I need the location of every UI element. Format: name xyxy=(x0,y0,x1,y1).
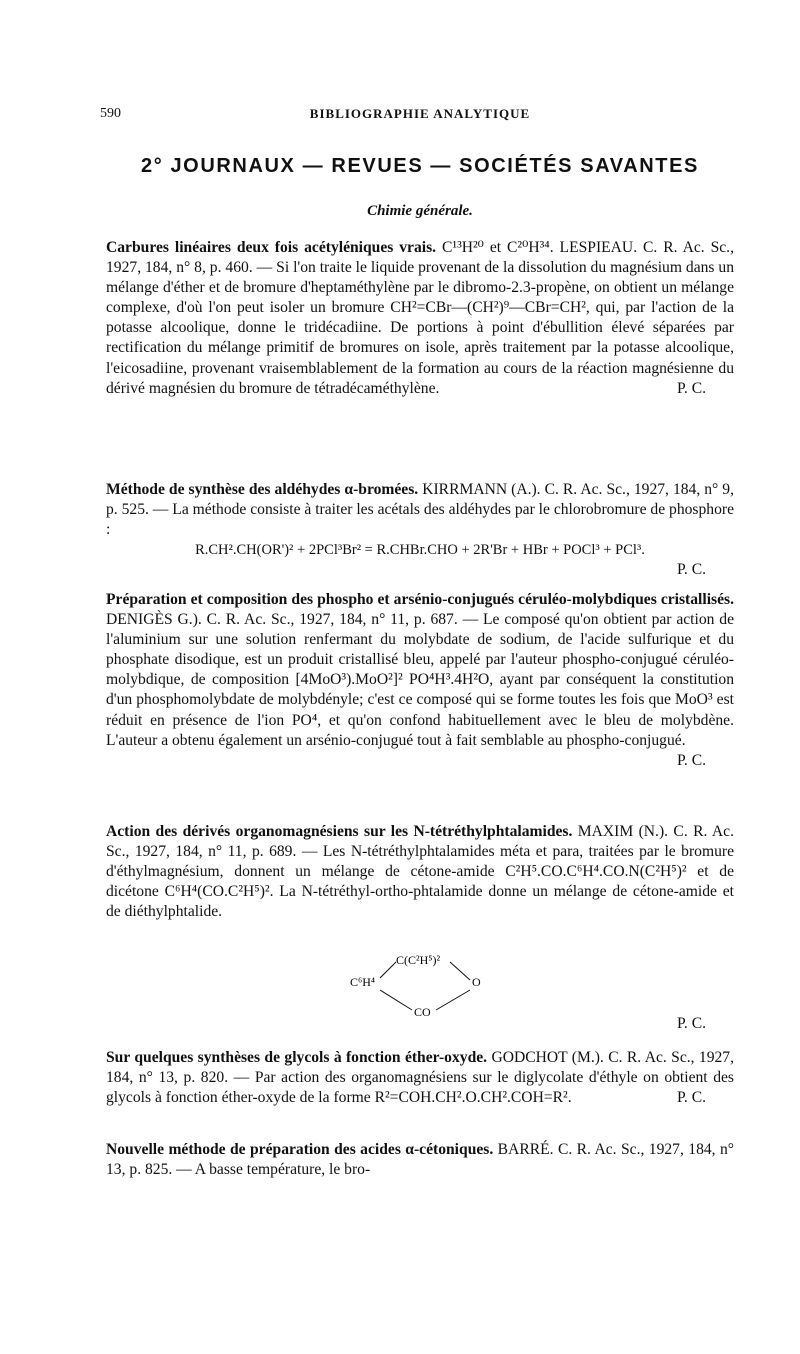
bond-line xyxy=(380,962,396,978)
page-number: 590 xyxy=(100,106,121,121)
bond-line xyxy=(436,990,470,1010)
diethylphthalide-structure xyxy=(340,950,500,1020)
abstract-body: GODCHOT (M.). C. R. Ac. Sc., 1927, 184, n° 13, p. 820. — Par action des organomagnésiens sur le diglycolate d'éthyle on obtient des glycols à fonction éther-oxyde de la forme R²=COH.CH².O.CH².COH=R². xyxy=(106,1049,734,1107)
abstract-title: Sur quelques synthèses de glycols à fonction éther-oxyde. xyxy=(106,1049,488,1066)
structure-right-atom: O xyxy=(472,975,481,989)
structure-bottom-group: CO xyxy=(414,1005,431,1019)
reaction-equation: R.CH².CH(OR')² + 2PCl³Br² = R.CHBr.CHO + 2R'Br + HBr + POCl³ + PCl³. xyxy=(195,542,645,559)
structure-diagram xyxy=(340,950,500,1020)
abstract-title: Carbures linéaires deux fois acétyléniques vrais. xyxy=(106,239,437,256)
abstract-body: KIRRMANN (A.). C. R. Ac. Sc., 1927, 184, n° 9, p. 525. — La méthode consiste à traiter les acétals des aldéhydes par le chlorobromure de phosphore : xyxy=(106,481,734,539)
abstract-body: MAXIM (N.). C. R. Ac. Sc., 1927, 184, n° 11, p. 689. — Les N-tétréthylphtalamides méta et para, traitées par le bromure d'éthylmagnésium, donnent un mélange de cétone-amide C²H⁵.CO.C⁶H⁴.CO.N(C²H⁵)² et de dicétone C⁶H⁴(CO.C²H⁵)². La N-tétréthyl-ortho-phtalamide donne un mélange de cétone-amide et de diéthylphtalide. xyxy=(106,823,734,921)
structure-left-group: C⁶H⁴ xyxy=(350,975,376,989)
abstract-signature: P. C. xyxy=(676,1015,706,1032)
bond-line xyxy=(380,990,412,1010)
abstract-body: DENIGÈS G.). C. R. Ac. Sc., 1927, 184, n° 11, p. 687. — Le composé qu'on obtient par action de l'aluminium sur une solution renfermant du molybdate de sodium, de l'acide sulfurique et du phosphate disodique, est un produit cristallisé bleu, appelé par l'auteur phospho-conjugué céruléo-molybdique, de composition [4MoO³).MoO²]² PO⁴H³.4H²O, ayant par conséquent la constitution d'un phosphomolybdate de molybdényle; c'est ce composé qui se forme toutes les fois que MoO³ est réduit en présence de l'ion PO⁴, et qu'on confond habituellement avec le bleu de molybdène. L'auteur a obtenu également un arsénio-conjugué tout à fait semblable au phospho-conjugué. xyxy=(106,611,734,749)
abstract-signature: P. C. xyxy=(676,379,706,397)
abstract-title: Méthode de synthèse des aldéhydes α-bromées. xyxy=(106,481,419,498)
abstract-4-signature-line xyxy=(106,1014,734,1034)
abstract-signature: P. C. xyxy=(676,1089,706,1107)
abstract-ether-oxide-glycols xyxy=(106,1048,734,1108)
abstract-title: Préparation et composition des phospho et arsénio-conjugués céruléo-molybdiques cristallisés. xyxy=(106,591,734,608)
running-header xyxy=(100,106,740,124)
bond-line xyxy=(450,962,470,980)
abstract-alpha-keto-acids xyxy=(106,1140,734,1180)
abstract-title: Action des dérivés organomagnésiens sur les N-tétréthylphtalamides. xyxy=(106,823,573,840)
abstract-alpha-bromo-aldehydes xyxy=(106,480,734,580)
abstract-title: Nouvelle méthode de préparation des acides α-cétoniques. xyxy=(106,1141,494,1158)
subsection-heading: Chimie générale. xyxy=(367,203,473,219)
abstract-diacetylenic-hydrocarbons xyxy=(106,238,734,399)
abstract-signature: P. C. xyxy=(676,561,706,579)
abstract-signature: P. C. xyxy=(676,751,706,769)
abstract-body: BARRÉ. C. R. Ac. Sc., 1927, 184, n° 13, p. 825. — A basse température, le bro- xyxy=(106,1141,734,1179)
section-heading: 2° JOURNAUX — REVUES — SOCIÉTÉS SAVANTES xyxy=(140,155,699,177)
abstract-phospho-arsenio-conjugates xyxy=(106,590,734,771)
structure-top-group: C(C²H⁵)² xyxy=(396,953,441,967)
running-title: BIBLIOGRAPHIE ANALYTIQUE xyxy=(309,106,531,121)
abstract-body: C¹³H²⁰ et C²⁰H³⁴. LESPIEAU. C. R. Ac. Sc., 1927, 184, n° 8, p. 460. — Si l'on traite le liquide provenant de la dissolution du magnésium dans un mélange d'éther et de bromure d'heptaméthylène par le dibromo-2.3-propène, on obtient un mélange complexe, d'où l'on peut isoler un bromure CH²=CBr—(CH²)⁹—CBr=CH², qui, par l'action de la potasse alcoolique, donne le tridécadiine. De portions à point d'ébullition élevé séparées par rectification du mélange primitif de bromures on isole, après traitement par la potasse alcoolique, l'eicosadiine, provenant vraisemblablement de la formation au cours de la réaction magnésienne du dérivé magnésien du bromure de tétradécaméthylène. xyxy=(106,239,734,397)
abstract-organomagnesium-phthalamides xyxy=(106,822,734,922)
